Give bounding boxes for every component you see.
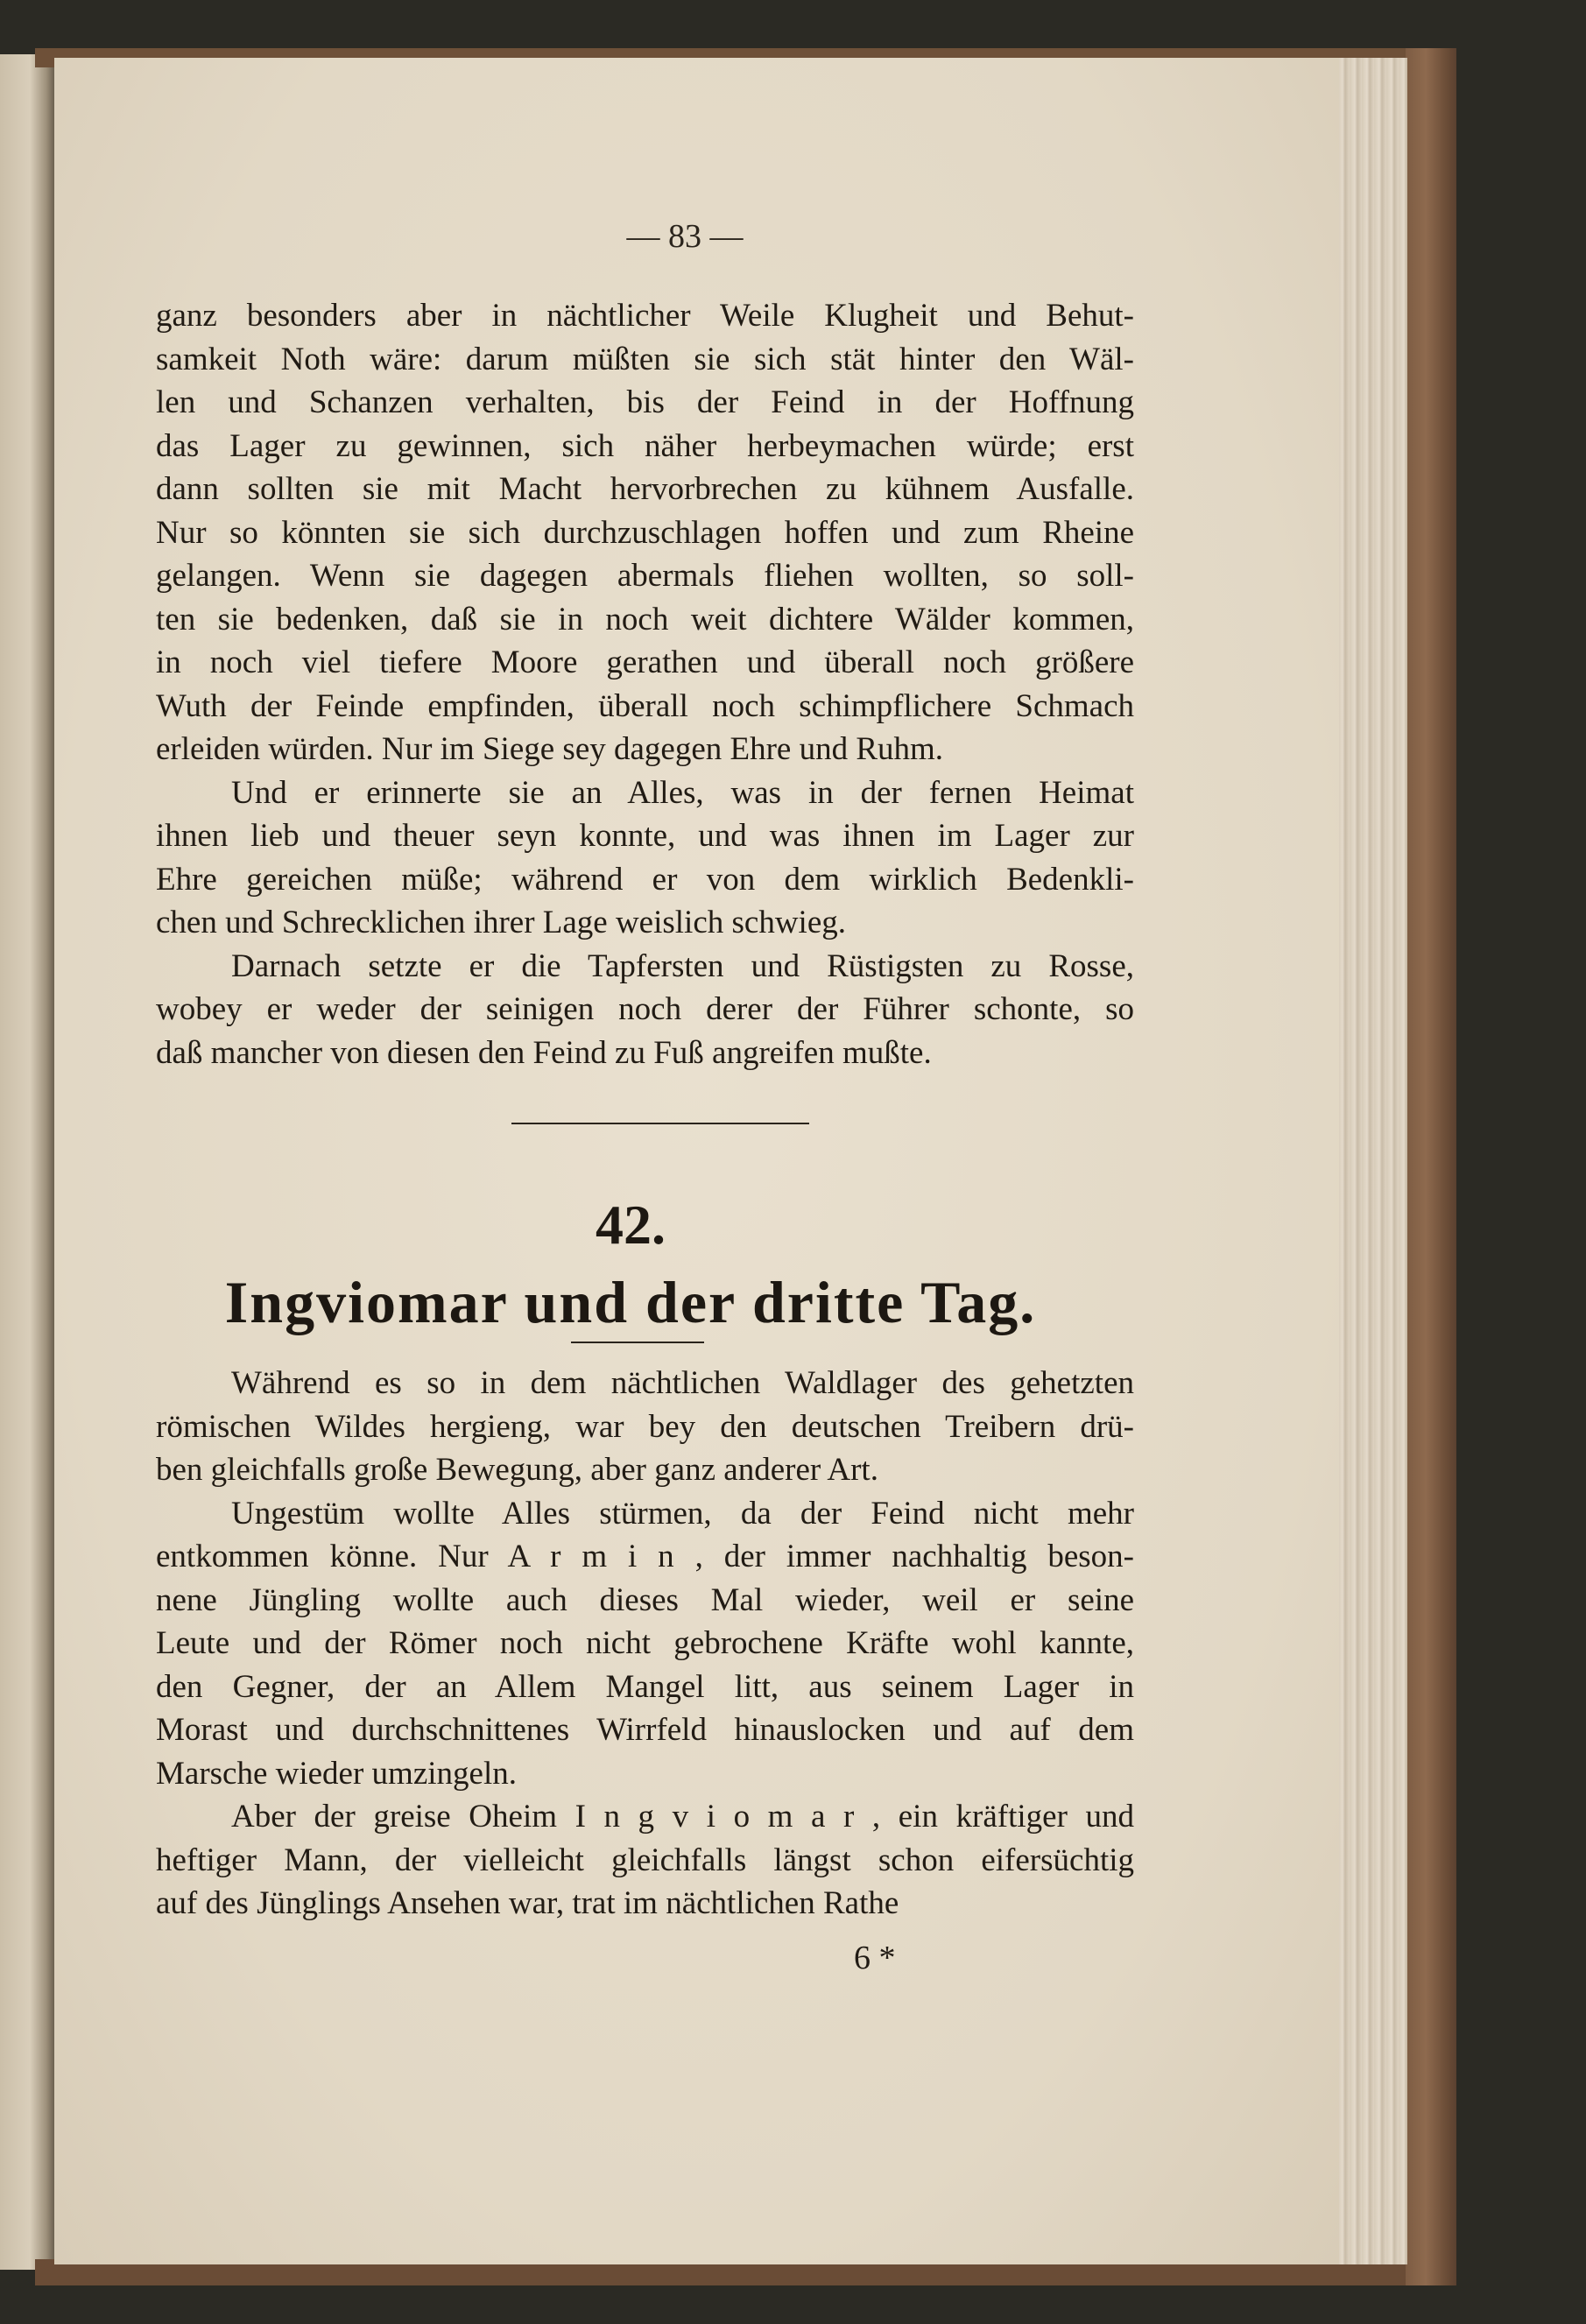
text-line: ihnen lieb und theuer seyn konnte, und was ihnen im Lager zur bbox=[156, 818, 1134, 854]
text-line: auf des Jünglings Ansehen war, trat im nächtlichen Rathe bbox=[156, 1885, 899, 1921]
text-line: daß mancher von diesen den Feind zu Fuß angreifen mußte. bbox=[156, 1034, 932, 1071]
text-line: Während es so in dem nächtlichen Waldlager des gehetzten bbox=[231, 1365, 1134, 1401]
text-line: Marsche wieder umzingeln. bbox=[156, 1755, 517, 1792]
text-line: len und Schanzen verhalten, bis der Feind in der Hoffnung bbox=[156, 384, 1134, 420]
text-line: das Lager zu gewinnen, sich näher herbeymachen würde; erst bbox=[156, 427, 1134, 464]
text-line: ten sie bedenken, daß sie in noch weit dichtere Wälder kommen, bbox=[156, 601, 1134, 637]
page-number: — 83 — bbox=[626, 218, 744, 255]
text-line: dann sollten sie mit Macht hervorbrechen zu kühnem Ausfalle. bbox=[156, 471, 1134, 507]
text-line: Aber der greise Oheim I n g v i o m a r , ein kräftiger und bbox=[231, 1799, 1134, 1835]
text-line: ganz besonders aber in nächtlicher Weile Klugheit und Behut- bbox=[156, 298, 1134, 334]
text-line: ben gleichfalls große Bewegung, aber ganz anderer Art. bbox=[156, 1452, 878, 1488]
text-block-2 bbox=[156, 1362, 1134, 1926]
title-underline bbox=[571, 1342, 704, 1343]
text-line: Nur so könnten sie sich durchzuschlagen hoffen und zum Rheine bbox=[156, 514, 1134, 551]
text-line: in noch viel tiefere Moore gerathen und überall noch größere bbox=[156, 644, 1134, 680]
text-line: Wuth der Feinde empfinden, überall noch schimpflichere Schmach bbox=[156, 687, 1134, 724]
text-line: entkommen könne. Nur A r m i n , der immer nachhaltig beson- bbox=[156, 1539, 1134, 1574]
text-line: Morast und durchschnittenes Wirrfeld hinauslocken und auf dem bbox=[156, 1712, 1134, 1748]
text-line: den Gegner, der an Allem Mangel litt, aus seinem Lager in bbox=[156, 1668, 1134, 1705]
text-line: Darnach setzte er die Tapfersten und Rüstigsten zu Rosse, bbox=[231, 947, 1134, 984]
text-line: wobey er weder der seinigen noch derer der Führer schonte, so bbox=[156, 991, 1134, 1027]
text-line: Leute und der Römer noch nicht gebrochene Kräfte wohl kannte, bbox=[156, 1625, 1134, 1661]
text-line: Ungestüm wollte Alles stürmen, da der Feind nicht mehr bbox=[231, 1495, 1134, 1532]
signature-mark: 6 * bbox=[854, 1940, 896, 1976]
text-line: heftiger Mann, der vielleicht gleichfalls längst schon eifersüchtig bbox=[156, 1842, 1134, 1878]
text-line: chen und Schrecklichen ihrer Lage weislich schwieg. bbox=[156, 905, 847, 940]
chapter-number: 42. bbox=[596, 1194, 666, 1256]
book-cover-right bbox=[1406, 48, 1456, 2285]
text-block-1 bbox=[156, 294, 1134, 1074]
section-divider bbox=[511, 1123, 809, 1124]
page-edges bbox=[1337, 58, 1407, 2264]
text-line: Und er erinnerte sie an Alles, was in der fernen Heimat bbox=[231, 774, 1134, 811]
text-line: samkeit Noth wäre: darum müßten sie sich stät hinter den Wäl- bbox=[156, 341, 1134, 377]
text-line: gelangen. Wenn sie dagegen abermals fliehen wollten, so soll- bbox=[156, 558, 1134, 594]
text-line: römischen Wildes hergieng, war bey den deutschen Treibern drü- bbox=[156, 1408, 1134, 1445]
text-line: nene Jüngling wollte auch dieses Mal wieder, weil er seine bbox=[156, 1581, 1134, 1618]
chapter-title: Ingviomar und der dritte Tag. bbox=[224, 1269, 1037, 1335]
text-line: Ehre gereichen müße; während er von dem wirklich Bedenkli- bbox=[156, 861, 1134, 898]
facing-page-edge bbox=[0, 54, 54, 2270]
text-line: erleiden würden. Nur im Siege sey dagegen Ehre und Ruhm. bbox=[156, 731, 944, 767]
